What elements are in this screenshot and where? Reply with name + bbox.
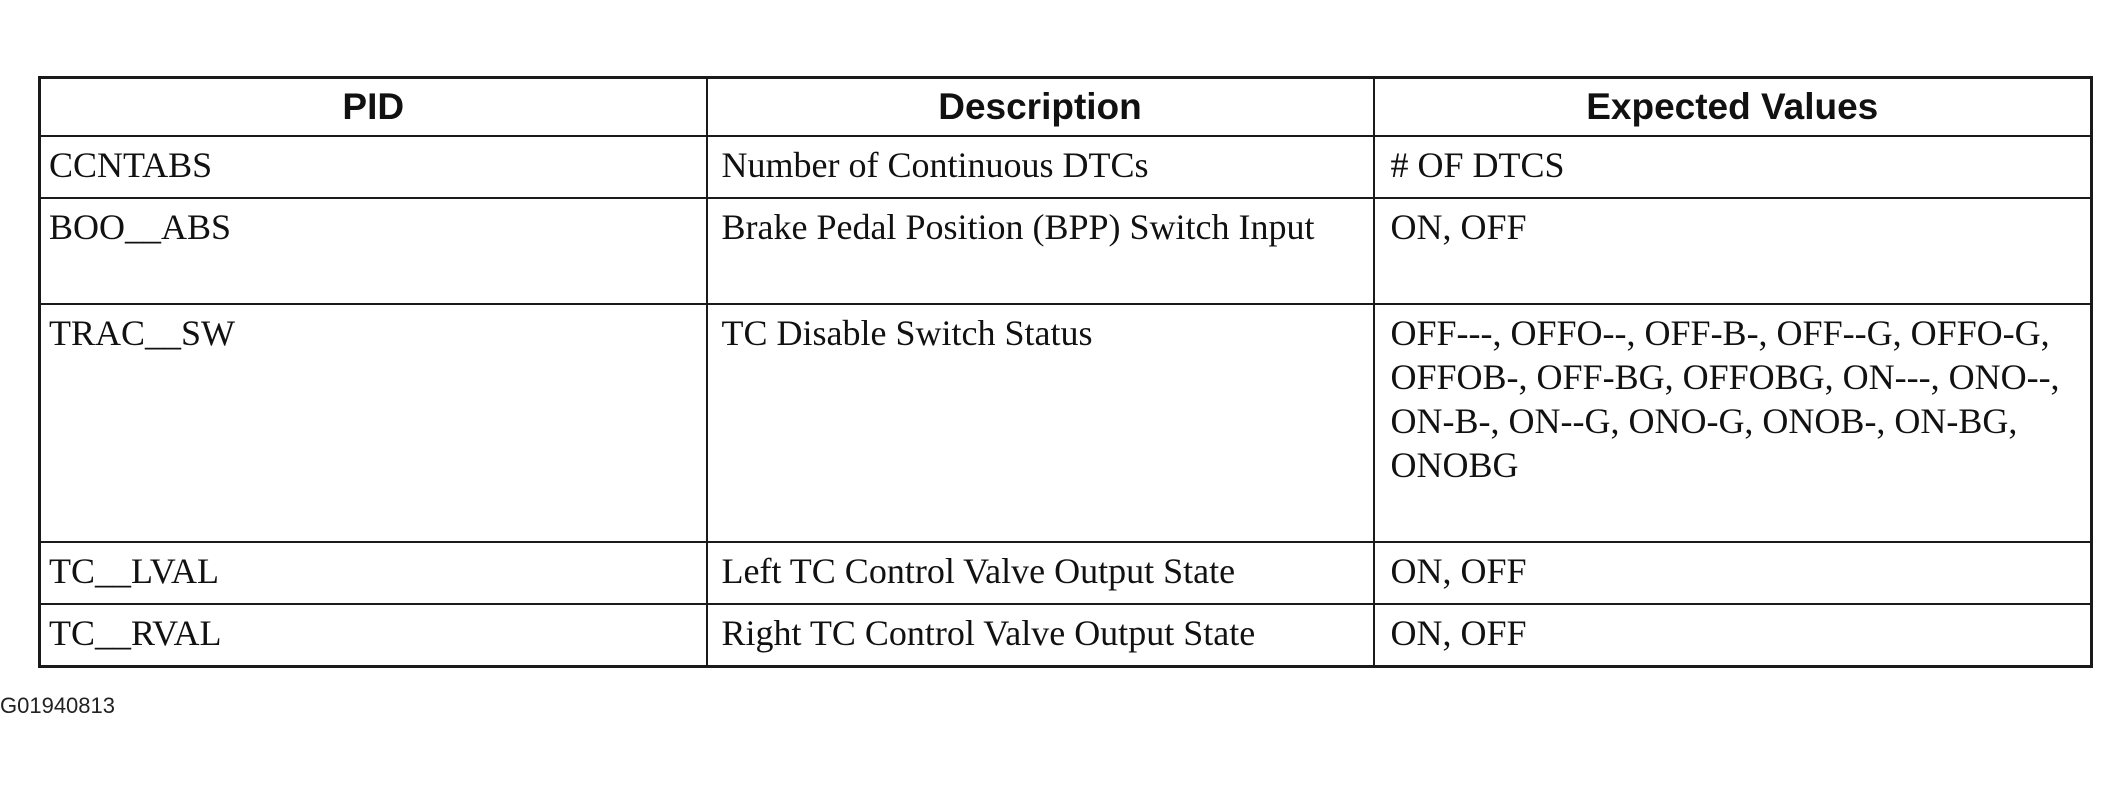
header-description: Description (707, 78, 1374, 137)
cell-pid: BOO__ABS (40, 198, 707, 304)
cell-description: Brake Pedal Position (BPP) Switch Input (707, 198, 1374, 304)
table-header-row (40, 78, 2092, 137)
header-expected-values: Expected Values (1374, 78, 2092, 137)
pid-table (38, 76, 2093, 668)
cell-description: Number of Continuous DTCs (707, 136, 1374, 198)
cell-description: TC Disable Switch Status (707, 304, 1374, 542)
table-row (40, 136, 2092, 198)
cell-pid: TRAC__SW (40, 304, 707, 542)
cell-expected-values: OFF---, OFFO--, OFF-B-, OFF--G, OFFO-G, OFFOB-, OFF-BG, OFFOBG, ON---, ONO--, ON-B-, ON--G, ONO-G, ONOB-, ON-BG, ONOBG (1374, 304, 2092, 542)
table-row (40, 304, 2092, 542)
table-row (40, 604, 2092, 667)
cell-expected-values: ON, OFF (1374, 604, 2092, 667)
cell-pid: TC__RVAL (40, 604, 707, 667)
cell-expected-values: ON, OFF (1374, 198, 2092, 304)
header-pid: PID (40, 78, 707, 137)
table-row (40, 198, 2092, 304)
cell-pid: TC__LVAL (40, 542, 707, 604)
cell-description: Left TC Control Valve Output State (707, 542, 1374, 604)
cell-expected-values: ON, OFF (1374, 542, 2092, 604)
cell-description: Right TC Control Valve Output State (707, 604, 1374, 667)
cell-expected-values: # OF DTCS (1374, 136, 2092, 198)
table-row (40, 542, 2092, 604)
pid-table-container (38, 76, 2090, 668)
cell-pid: CCNTABS (40, 136, 707, 198)
figure-code: G01940813 (0, 693, 115, 718)
